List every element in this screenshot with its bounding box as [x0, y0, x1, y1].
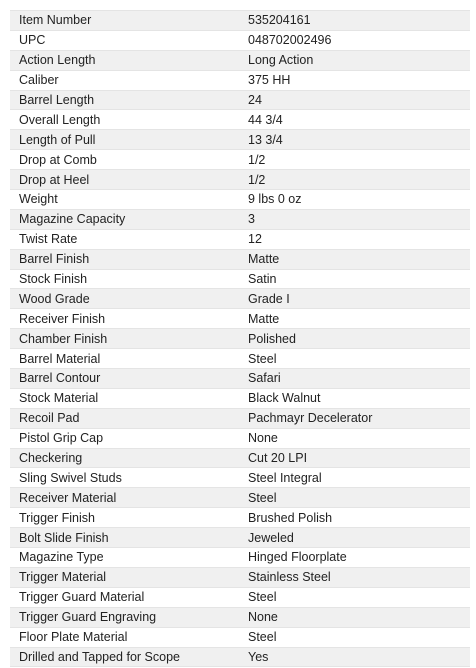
spec-row — [10, 269, 470, 289]
spec-label: Action Length — [10, 50, 239, 70]
spec-label: Drop at Comb — [10, 150, 239, 170]
spec-row — [10, 329, 470, 349]
spec-row — [10, 627, 470, 647]
spec-label: Magazine Capacity — [10, 209, 239, 229]
spec-row — [10, 249, 470, 269]
spec-row — [10, 388, 470, 408]
spec-row — [10, 428, 470, 448]
spec-label: Chamber Finish — [10, 329, 239, 349]
spec-value: Steel — [239, 587, 470, 607]
spec-value: 44 3/4 — [239, 110, 470, 130]
spec-label: Wood Grade — [10, 289, 239, 309]
spec-value: None — [239, 428, 470, 448]
spec-label: Barrel Finish — [10, 249, 239, 269]
spec-value: Steel — [239, 349, 470, 369]
spec-row — [10, 130, 470, 150]
spec-label: Bolt Slide Finish — [10, 528, 239, 548]
specifications-table — [10, 10, 470, 667]
spec-value: Stainless Steel — [239, 567, 470, 587]
spec-label: Weight — [10, 190, 239, 210]
spec-row — [10, 70, 470, 90]
spec-value: Yes — [239, 647, 470, 667]
spec-row — [10, 150, 470, 170]
spec-label: Pistol Grip Cap — [10, 428, 239, 448]
spec-label: Stock Finish — [10, 269, 239, 289]
spec-row — [10, 50, 470, 70]
spec-value: Pachmayr Decelerator — [239, 408, 470, 428]
spec-label: Barrel Contour — [10, 369, 239, 389]
spec-row — [10, 30, 470, 50]
specifications-body — [10, 11, 470, 667]
spec-value: Brushed Polish — [239, 508, 470, 528]
spec-value: 24 — [239, 90, 470, 110]
spec-row — [10, 488, 470, 508]
spec-value: Black Walnut — [239, 388, 470, 408]
spec-row — [10, 567, 470, 587]
spec-value: Polished — [239, 329, 470, 349]
spec-label: Trigger Guard Material — [10, 587, 239, 607]
spec-label: Overall Length — [10, 110, 239, 130]
spec-value: 9 lbs 0 oz — [239, 190, 470, 210]
spec-row — [10, 448, 470, 468]
spec-row — [10, 170, 470, 190]
spec-label: Stock Material — [10, 388, 239, 408]
spec-row — [10, 528, 470, 548]
spec-label: Drop at Heel — [10, 170, 239, 190]
spec-row — [10, 548, 470, 568]
spec-value: Steel — [239, 627, 470, 647]
spec-row — [10, 209, 470, 229]
spec-label: Twist Rate — [10, 229, 239, 249]
spec-value: Satin — [239, 269, 470, 289]
spec-row — [10, 468, 470, 488]
spec-row — [10, 11, 470, 31]
spec-label: Receiver Finish — [10, 309, 239, 329]
spec-label: UPC — [10, 30, 239, 50]
spec-label: Drilled and Tapped for Scope — [10, 647, 239, 667]
spec-value: 3 — [239, 209, 470, 229]
spec-row — [10, 90, 470, 110]
spec-row — [10, 587, 470, 607]
spec-value: Grade I — [239, 289, 470, 309]
spec-label: Trigger Guard Engraving — [10, 607, 239, 627]
spec-value: Cut 20 LPI — [239, 448, 470, 468]
spec-row — [10, 508, 470, 528]
spec-row — [10, 229, 470, 249]
spec-value: 13 3/4 — [239, 130, 470, 150]
spec-value: 375 HH — [239, 70, 470, 90]
spec-value: Steel — [239, 488, 470, 508]
spec-label: Checkering — [10, 448, 239, 468]
spec-row — [10, 289, 470, 309]
spec-row — [10, 408, 470, 428]
spec-label: Trigger Finish — [10, 508, 239, 528]
spec-value: Jeweled — [239, 528, 470, 548]
spec-row — [10, 309, 470, 329]
spec-value: Long Action — [239, 50, 470, 70]
spec-value: 1/2 — [239, 170, 470, 190]
spec-row — [10, 190, 470, 210]
spec-row — [10, 369, 470, 389]
spec-value: Matte — [239, 309, 470, 329]
spec-row — [10, 110, 470, 130]
spec-value: Matte — [239, 249, 470, 269]
spec-value: Safari — [239, 369, 470, 389]
spec-value: 048702002496 — [239, 30, 470, 50]
spec-value: Hinged Floorplate — [239, 548, 470, 568]
spec-label: Barrel Length — [10, 90, 239, 110]
spec-value: 12 — [239, 229, 470, 249]
spec-row — [10, 607, 470, 627]
spec-label: Recoil Pad — [10, 408, 239, 428]
spec-value: Steel Integral — [239, 468, 470, 488]
spec-label: Item Number — [10, 11, 239, 31]
spec-row — [10, 349, 470, 369]
spec-label: Barrel Material — [10, 349, 239, 369]
spec-label: Floor Plate Material — [10, 627, 239, 647]
spec-value: None — [239, 607, 470, 627]
spec-label: Magazine Type — [10, 548, 239, 568]
spec-label: Trigger Material — [10, 567, 239, 587]
spec-label: Length of Pull — [10, 130, 239, 150]
spec-value: 535204161 — [239, 11, 470, 31]
spec-label: Receiver Material — [10, 488, 239, 508]
spec-row — [10, 647, 470, 667]
spec-label: Sling Swivel Studs — [10, 468, 239, 488]
spec-value: 1/2 — [239, 150, 470, 170]
spec-label: Caliber — [10, 70, 239, 90]
